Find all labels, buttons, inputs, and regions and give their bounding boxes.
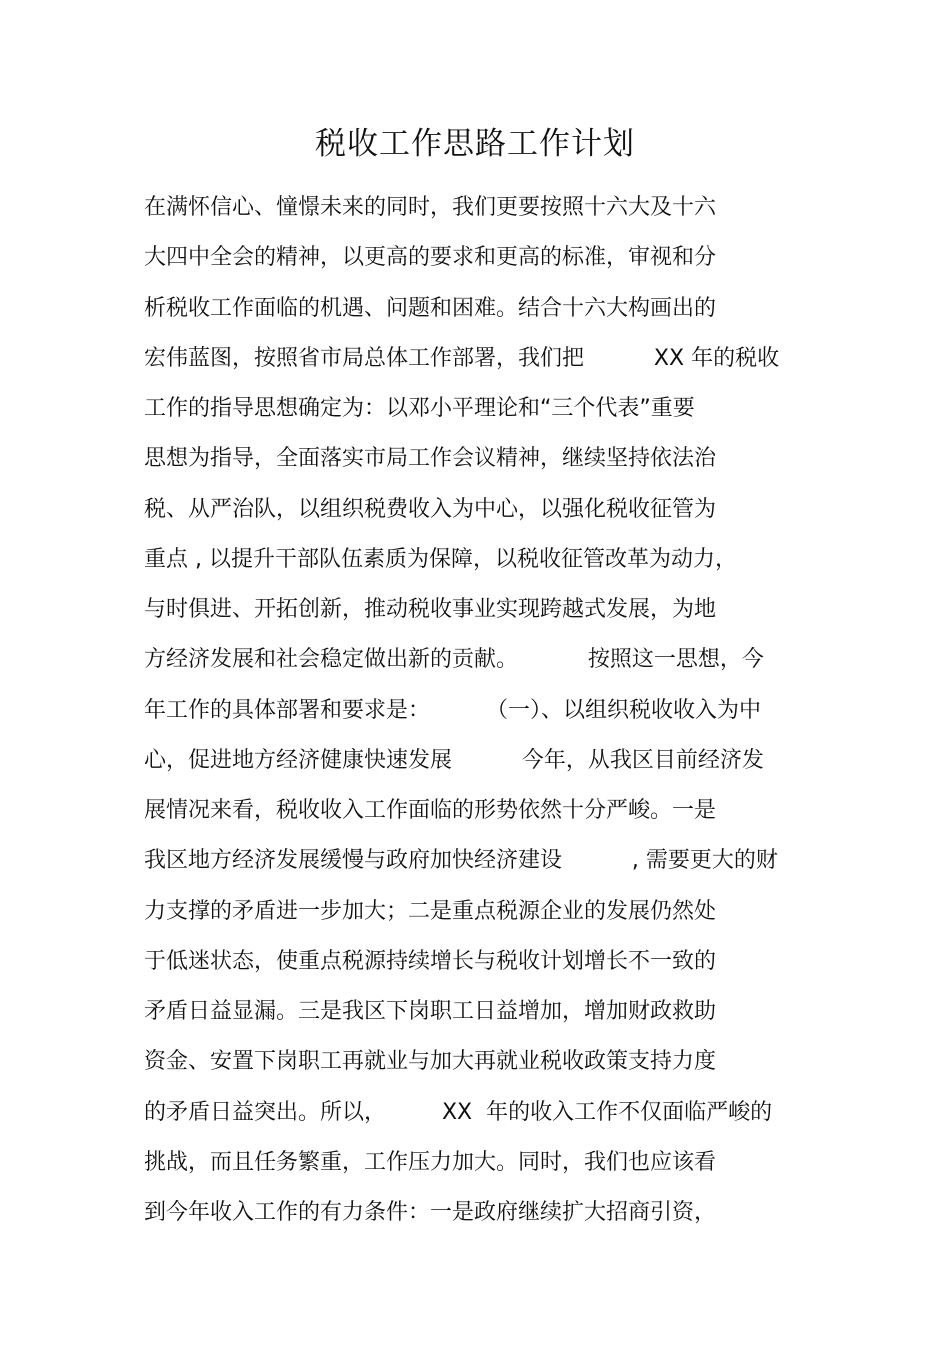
- body-line: 展情况来看，税收收入工作面临的形势依然十分严峻。一是: [144, 798, 717, 823]
- body-line: 方经济发展和社会稳定做出新的贡献。 按照这一思想，今: [144, 647, 764, 673]
- body-line: 年工作的具体部署和要求是： （一）、以组织税收收入为中: [144, 697, 761, 723]
- body-line: 资金、安置下岗职工再就业与加大再就业税收政策支持力度: [144, 1049, 717, 1075]
- body-line: 于低迷状态，使重点税源持续增长与税收计划增长不一致的: [144, 948, 717, 974]
- body-line: 宏伟蓝图，按照省市局总体工作部署，我们把 XX 年的税收: [144, 345, 780, 371]
- body-line: 工作的指导思想确定为：以邓小平理论和“三个代表”重要: [144, 396, 695, 421]
- body-line: 到今年收入工作的有力条件：一是政府继续扩大招商引资，: [144, 1200, 717, 1225]
- body-line: 与时俱进、开拓创新，推动税收事业实现跨越式发展，为地: [144, 597, 717, 622]
- body-line: 析税收工作面临的机遇、问题和困难。结合十六大构画出的: [144, 295, 717, 321]
- body-line: 矛盾日益显漏。三是我区下岗职工日益增加，增加财政救助: [144, 999, 717, 1024]
- body-line: 税、从严治队，以组织税费收入为中心，以强化税收征管为: [144, 496, 717, 522]
- body-line: 思想为指导，全面落实市局工作会议精神，继续坚持依法治: [144, 446, 717, 472]
- body-line: 重点 , 以提升干部队伍素质为保障，以税收征管改革为动力，: [144, 546, 737, 572]
- body-line: 力支撑的矛盾进一步加大；二是重点税源企业的发展仍然处: [144, 898, 717, 924]
- body-line: 我区地方经济发展缓慢与政府加快经济建设 , 需要更大的财: [144, 848, 778, 874]
- body-line: 在满怀信心、憧憬未来的同时，我们更要按照十六大及十六: [144, 195, 717, 220]
- body-line: 大四中全会的精神，以更高的要求和更高的标准，审视和分: [144, 245, 717, 271]
- body-line: 的矛盾日益突出。所以， XX 年的收入工作不仅面临严峻的: [144, 1099, 773, 1125]
- body-line: 心，促进地方经济健康快速发展 今年，从我区目前经济发: [144, 747, 764, 773]
- document-body: [144, 190, 824, 1245]
- body-line: 挑战，而且任务繁重，工作压力加大。同时，我们也应该看: [144, 1149, 717, 1175]
- document-title: 税收工作思路工作计划: [315, 126, 635, 162]
